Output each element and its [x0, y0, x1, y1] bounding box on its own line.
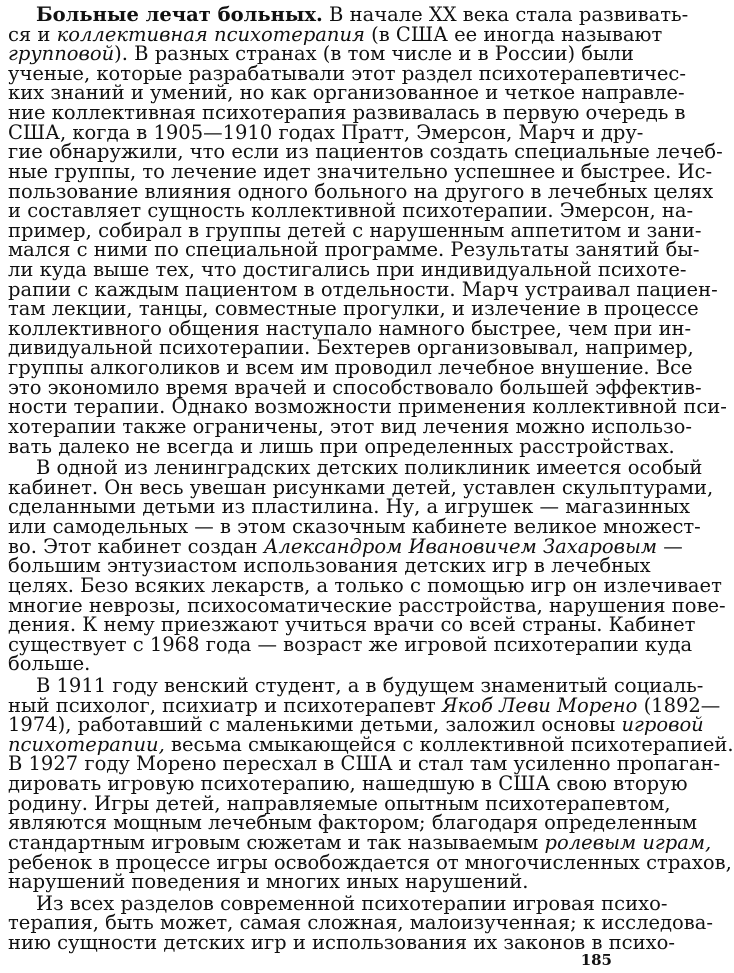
text-run: и составляет сущность коллективной психотерапии. Эмерсон, на- [8, 199, 694, 222]
text-run: стандартным игровым сюжетам и так называемым [8, 831, 545, 854]
text-run: дировать игровую психотерапию, нашедшую в США свою вторую [8, 772, 688, 795]
text-run: там лекции, танцы, совместные прогулки, и излечение в процессе [8, 297, 699, 320]
text-run: 1974), работавший с маленькими детьми, заложил основы [8, 713, 622, 736]
text-run: коллективного общения наступало намного быстрее, чем при ин- [8, 317, 692, 340]
text-run: существует с 1968 года — возраст же игровой психотерапии куда [8, 633, 693, 656]
italic-run: Александром Ивановичем Захаровым [263, 535, 657, 558]
italic-run: ролевым играм, [544, 831, 712, 854]
text-run: ности терапии. Однако возможности применения коллективной пси- [8, 395, 727, 418]
text-run: ребенок в процессе игры освобождается от многочисленных страхов, [8, 851, 732, 874]
text-run: ученые, которые разрабатывали этот раздел психотерапевтичес- [8, 62, 686, 85]
text-run: нию сущности детских игр и использования их законов в психо- [8, 931, 675, 954]
text-run: В начале XX века стала развивать- [322, 3, 689, 26]
italic-run: Якоб Леви Морено [441, 694, 638, 717]
italic-run: игровой [621, 713, 704, 736]
text-run: ные группы, то лечение идет значительно успешнее и быстрее. Ис- [8, 160, 713, 183]
text-run: больше. [8, 652, 91, 675]
text-run: нарушений поведения и многих иных нарушений. [8, 870, 529, 893]
text-run: Из всех разделов современной психотерапии игровая психо- [36, 892, 668, 915]
text-run: ние коллективная психотерапия развивалась в первую очередь в [8, 101, 686, 124]
text-run: (в США ее иногда называют [364, 23, 663, 46]
text-run: являются мощным лечебным фактором; благодаря определенным [8, 811, 698, 834]
italic-run: коллективная психотерапия [56, 23, 365, 46]
text-run: гие обнаружили, что если из пациентов создать специальные лечеб- [8, 140, 723, 163]
text-run: ких знаний и умений, но как организованное и четкое направле- [8, 81, 685, 104]
text-run: В 1911 году венский студент, а в будущем знаменитый социаль- [36, 674, 704, 697]
text-run: ли куда выше тех, что достигались при индивидуальной психоте- [8, 258, 687, 281]
text-line [8, 931, 675, 954]
text-run: мался с ними по специальной программе. Результаты занятий бы- [8, 238, 700, 261]
text-run: во. Этот кабинет создан [8, 535, 264, 558]
bold-run: Больные лечат больных. [36, 3, 323, 26]
text-run: дения. К нему приезжают учиться врачи со всей страны. Кабинет [8, 613, 696, 636]
text-run: это экономило время врачей и способствовало большей эффектив- [8, 376, 702, 399]
text-run: В 1927 году Морено пересхал в США и стал там усиленно пропаган- [8, 752, 721, 775]
italic-run: психотерапии, [8, 733, 165, 756]
text-run: большим энтузиастом использования детских игр в лечебных [8, 554, 651, 577]
text-run: пример, собирал в группы детей с нарушенным аппетитом и зани- [8, 219, 702, 242]
text-run: пользование влияния одного больного на другого в лечебных целях [8, 180, 714, 203]
text-run: ся и [8, 23, 57, 46]
italic-run: групповой [8, 42, 115, 65]
text-run: кабинет. Он весь увешан рисунками детей, уставлен скульптурами, [8, 476, 714, 499]
text-run: США, когда в 1905—1910 годах Пратт, Эмерсон, Марч и дру- [8, 121, 644, 144]
text-run: или самодельных — в этом сказочным кабинете великое множест- [8, 515, 701, 538]
text-run: группы алкоголиков и всем им проводил лечебное внушение. Все [8, 356, 693, 379]
text-run: терапия, быть может, самая сложная, малоизученная; к исследова- [8, 911, 713, 934]
text-run: — [657, 535, 683, 558]
text-run: многие неврозы, психосоматические расстройства, нарушения пове- [8, 594, 726, 617]
text-run: ный психолог, психиатр и психотерапевт [8, 694, 442, 717]
text-run: В одной из ленинградских детских поликлиник имеется особый [36, 456, 703, 479]
text-run: ). В разных странах (в том числе и в России) были [114, 42, 634, 65]
text-run: родину. Игры детей, направляемые опытным психотерапевтом, [8, 792, 671, 815]
text-run: рапии с каждым пациентом в отдельности. Марч устраивал пациен- [8, 278, 718, 301]
text-run: целях. Безо всяких лекарств, а только с помощью игр он излечивает [8, 574, 722, 597]
text-run: сделанными детьми из пластилина. Ну, а игрушек — магазинных [8, 495, 691, 518]
text-run: (1892— [637, 694, 721, 717]
text-run: хотерапии также ограничены, этот вид лечения можно использо- [8, 415, 692, 438]
text-line [8, 653, 612, 675]
text-line [8, 871, 612, 893]
page-number: 185 [580, 951, 612, 969]
text-run: весьма смыкающейся с коллективной психотерапией. [164, 733, 734, 756]
text-run: вать далеко не всегда и лишь при определенных расстройствах. [8, 435, 675, 458]
text-line [8, 435, 675, 458]
text-run: дивидуальной психотерапии. Бехтерев организовывал, например, [8, 336, 694, 359]
